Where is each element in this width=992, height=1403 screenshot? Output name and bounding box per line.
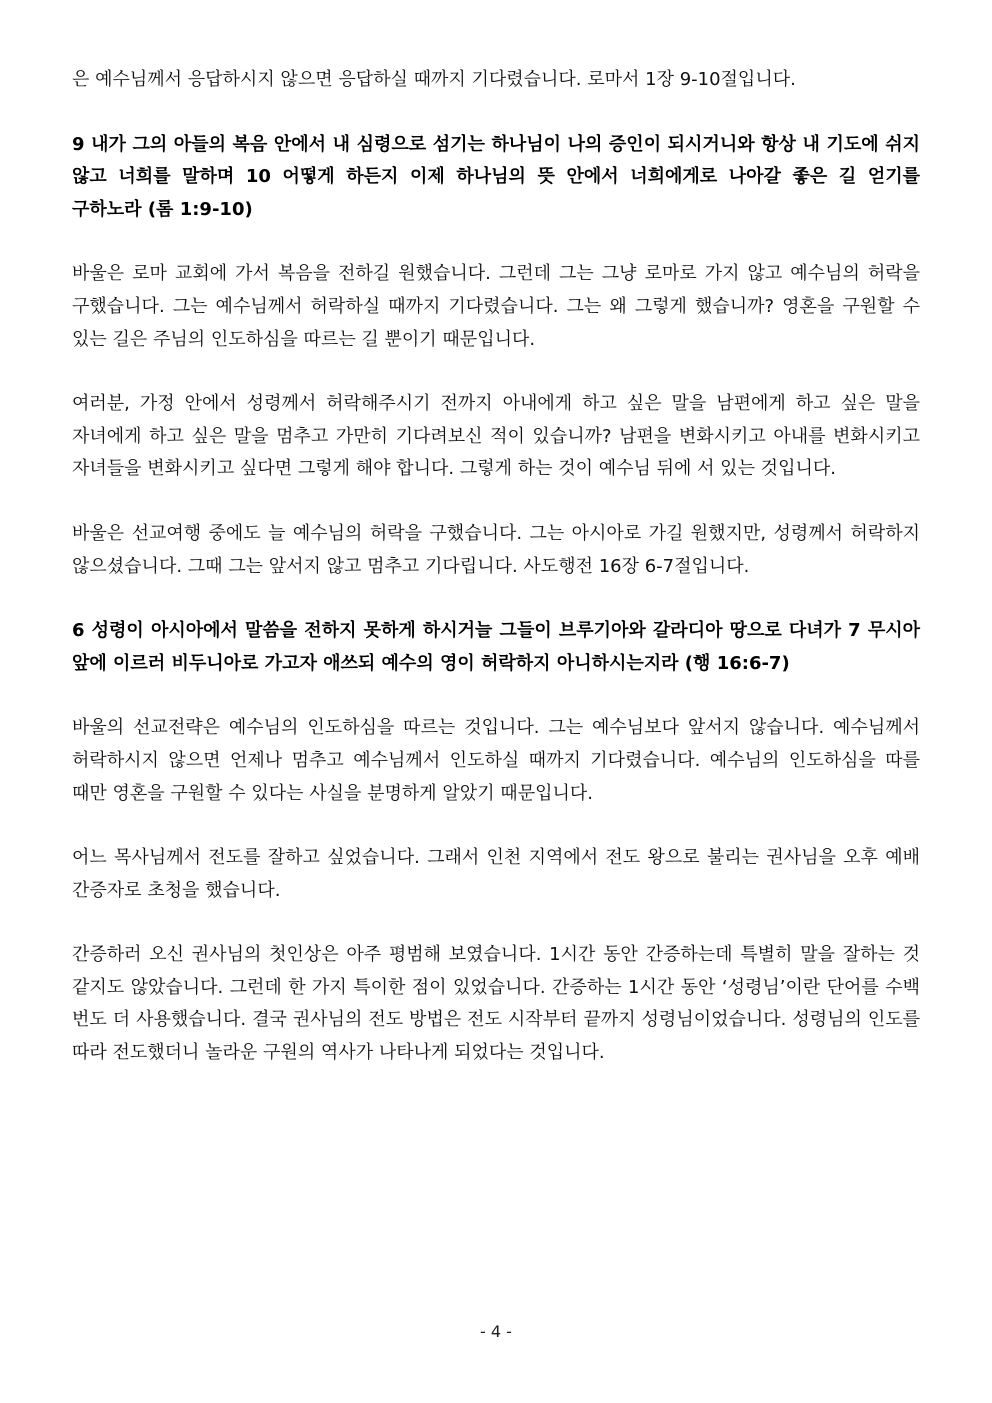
document-body bbox=[72, 64, 920, 1102]
body-paragraph: 바울은 선교여행 중에도 늘 예수님의 허락을 구했습니다. 그는 아시아로 가길 원했지만, 성령께서 허락하지 않으셨습니다. 그때 그는 앞서지 않고 멈추고 기다립니다. 사도행전 16장 6-7절입니다. bbox=[72, 522, 920, 577]
scripture-quote: 9 내가 그의 아들의 복음 안에서 내 심령으로 섬기는 하나님이 나의 증인이 되시거니와 항상 내 기도에 쉬지 않고 너희를 말하며 10 어떻게 하든지 이제 하나님의 뜻 안에서 너희에게로 나아갈 좋은 길 얻기를 구하노라 (롬 1:9-10) bbox=[72, 133, 920, 220]
page-number: - 4 - bbox=[480, 1322, 512, 1341]
body-paragraph: 어느 목사님께서 전도를 잘하고 싶었습니다. 그래서 인천 지역에서 전도 왕으로 불리는 권사님을 오후 예배 간증자로 초청을 했습니다. bbox=[72, 847, 920, 901]
body-paragraph: 여러분, 가정 안에서 성령께서 허락해주시기 전까지 아내에게 하고 싶은 말을 남편에게 하고 싶은 말을 자녀에게 하고 싶은 말을 멈추고 가만히 기다려보신 적이 있습니까? 남편을 변화시키고 아내를 변화시키고 자녀들을 변화시키고 싶다면 그렇게 해야 합니다. 그렇게 하는 것이 예수님 뒤에 서 있는 것입니다. bbox=[72, 393, 920, 480]
body-paragraph: 은 예수님께서 응답하시지 않으면 응답하실 때까지 기다렸습니다. 로마서 1장 9-10절입니다. bbox=[72, 69, 796, 90]
body-paragraph: 간증하러 오신 권사님의 첫인상은 아주 평범해 보였습니다. 1시간 동안 간증하는데 특별히 말을 잘하는 것 같지도 않았습니다. 그런데 한 가지 특이한 점이 있었습니다. 간증하는 1시간 동안 ‘성령님’이란 단어를 수백 번도 더 사용했습니다. 결국 권사님의 전도 방법은 전도 시작부터 끝까지 성령님이었습니다. 성령님의 인도를 따라 전도했더니 놀라운 구원의 역사가 나타나게 되었다는 것입니다. bbox=[72, 944, 920, 1064]
scripture-quote: 6 성령이 아시아에서 말씀을 전하지 못하게 하시거늘 그들이 브루기아와 갈라디아 땅으로 다녀가 7 무시아 앞에 이르러 비두니아로 가고자 애쓰되 예수의 영이 허락하지 아니하시는지라 (행 16:6-7) bbox=[72, 620, 920, 674]
body-paragraph: 바울은 로마 교회에 가서 복음을 전하길 원했습니다. 그런데 그는 그냥 로마로 가지 않고 예수님의 허락을 구했습니다. 그는 예수님께서 허락하실 때까지 기다렸습니다. 그는 왜 그렇게 했습니까? 영혼을 구원할 수 있는 길은 주님의 인도하심을 따르는 길 뿐이기 때문입니다. bbox=[72, 263, 920, 350]
body-paragraph: 바울의 선교전략은 예수님의 인도하심을 따르는 것입니다. 그는 예수님보다 앞서지 않습니다. 예수님께서 허락하시지 않으면 언제나 멈추고 예수님께서 인도하실 때까지 기다렸습니다. 예수님의 인도하심을 따를 때만 영혼을 구원할 수 있다는 사실을 분명하게 알았기 때문입니다. bbox=[72, 717, 920, 804]
